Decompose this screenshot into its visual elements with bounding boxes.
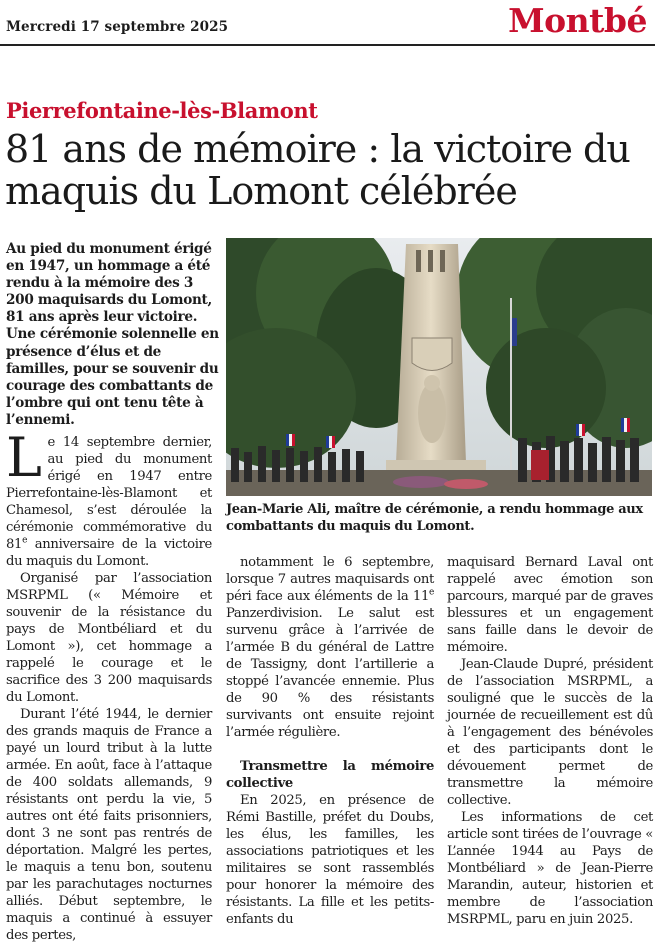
article-column-3 — [447, 554, 653, 928]
paragraph — [226, 554, 434, 741]
section-subhead: Transmettre la mémoire collective — [226, 759, 434, 791]
article-column-2 — [226, 554, 434, 928]
paragraph: Les informations de cet article sont tirées de l’ouvrage « L’année 1944 au Pays de Montbéliard » de Jean-Pierre Marandin, auteur, historien et membre de l’association MSRPML, paru en juin 2025. — [447, 810, 653, 927]
article-column-1 — [6, 426, 212, 944]
photo-caption: Jean-Marie Ali, maître de cérémonie, a rendu hommage aux combattants du maquis du Lomont. — [226, 502, 643, 534]
newspaper-logo: Montbé — [508, 1, 647, 40]
paragraph: Durant l’été 1944, le dernier des grands maquis de France a payé un lourd tribut à la lutte armée. En août, face à l’attaque de 400 soldats allemands, 9 résistants ont perdu la vie, 5 autres ont été faits prisonniers, dont 3 ne sont pas rentrés de déportation. Malgré les pertes, le maquis a tenu bon, soutenu par les parachutages nocturnes alliés. Début septembre, le maquis a continué à essuyer des pertes, — [6, 707, 212, 943]
article-kicker: Pierrefontaine-lès-Blamont — [6, 98, 318, 123]
paragraph: En 2025, en présence de Rémi Bastille, préfet du Doubs, les élus, les familles, les associations patriotiques et les militaires se sont rassemblés pour honorer la mémoire des résistants. La fille et les petits-enfants du — [226, 793, 434, 927]
paragraph-text: Panzerdivision. Le salut est survenu grâce à l’arrivée de l’armée B du général de Lattre de Tassigny, dont l’artillerie a stoppé l’avancée ennemie. Plus de 90 % des résistants survivants ont ensuite rejoint l’armée régulière. — [226, 606, 434, 740]
paragraph-text: e 14 septembre dernier, au pied du monument érigé en 1947 entre Pierrefontaine-lès-Blamont et Chamesol, s’est déroulée la cérémonie commémorative du 81 — [6, 435, 212, 552]
article-lead: Au pied du monument érigé en 1947, un hommage a été rendu à la mémoire des 3 200 maquisards du Lomont, 81 ans après leur victoire. Une cérémonie solennelle en présence d’élus et de familles, pour se souvenir du courage des combattants de l’ombre qui ont tenu tête à l’ennemi. — [6, 241, 219, 428]
paragraph — [6, 426, 212, 570]
page-header — [0, 0, 655, 46]
drop-cap: L — [6, 426, 42, 489]
title-line-2: maquis du Lomont célébrée — [5, 169, 517, 213]
header-divider — [0, 44, 655, 46]
paragraph: Organisé par l’association MSRPML (« Mémoire et souvenir de la résistance du pays de Montbéliard et du Lomont »), cet hommage a rappelé le courage et le sacrifice des 3 200 maquisards du Lomont. — [6, 571, 212, 705]
superscript: e — [429, 587, 434, 598]
paragraph-text: anniversaire de la victoire du maquis du Lomont. — [6, 537, 212, 569]
article-photo — [226, 238, 652, 496]
superscript: e — [22, 535, 28, 546]
monument-photo-icon — [226, 238, 652, 496]
issue-date: Mercredi 17 septembre 2025 — [6, 19, 229, 35]
article-title — [5, 128, 655, 212]
paragraph: maquisard Bernard Laval ont rappelé avec émotion son parcours, marqué par de graves blessures et un engagement sans faille dans le devoir de mémoire. — [447, 555, 653, 655]
paragraph: Jean-Claude Dupré, président de l’association MSRPML, a souligné que le succès de la journée de recueillement est dû à l’engagement des bénévoles et des participants dont le dévouement permet de transmettre la mémoire collective. — [447, 657, 653, 808]
title-line-1: 81 ans de mémoire : la victoire du — [5, 127, 630, 171]
paragraph-text: notamment le 6 septembre, lorsque 7 autres maquisards ont péri face aux éléments de la 11 — [226, 555, 434, 604]
